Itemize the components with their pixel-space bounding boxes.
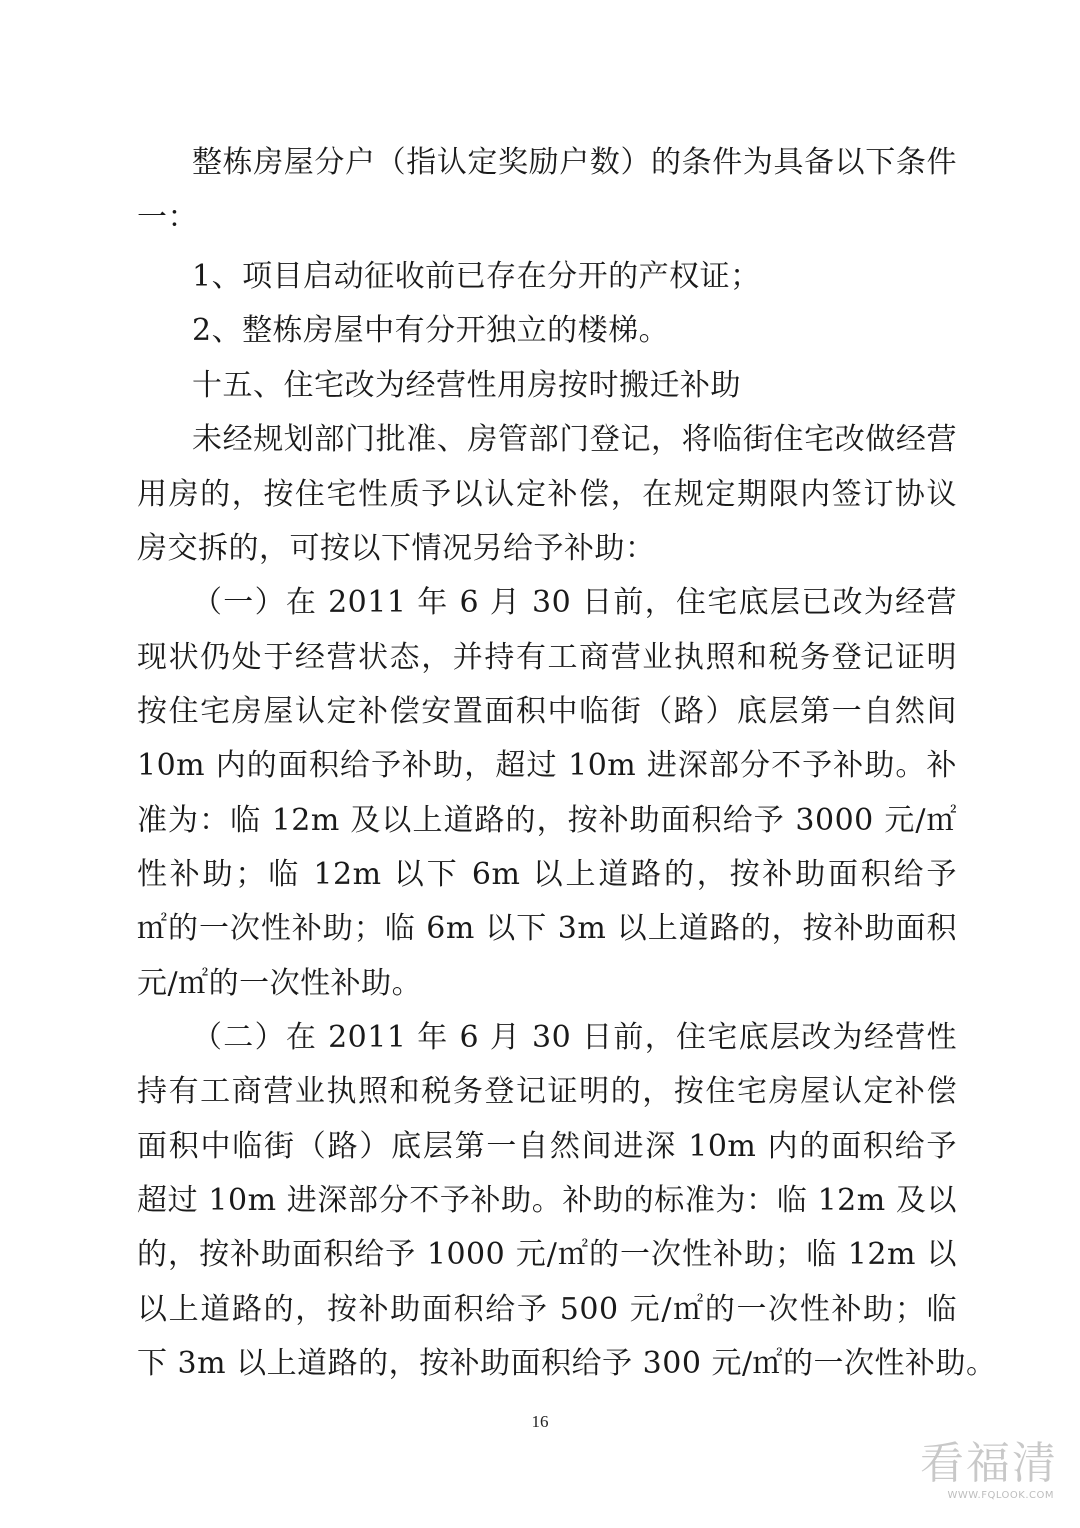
watermark-url: WWW.FQLOOK.COM [947,1490,1054,1501]
paragraph-line: 按住宅房屋认定补偿安置面积中临街（路）底层第一自然间 [137,694,957,729]
paragraph-line: （二）在 2011 年 6 月 30 日前，住宅底层改为经营性 [192,1020,957,1055]
paragraph-line: 超过 10m 进深部分不予补助。补助的标准为：临 12m 及以 [137,1183,957,1218]
paragraph-line: （一）在 2011 年 6 月 30 日前，住宅底层已改为经营 [192,585,957,620]
paragraph-line: 性补助；临 12m 以下 6m 以上道路的，按补助面积给予 [137,857,957,892]
paragraph-line: 以上道路的，按补助面积给予 500 元/㎡的一次性补助；临 [137,1292,957,1327]
paragraph-line: ㎡的一次性补助；临 6m 以下 3m 以上道路的，按补助面积 [137,911,957,946]
page-number: 16 [531,1412,549,1431]
paragraph-line: 用房的，按住宅性质予以认定补偿，在规定期限内签订协议 [137,477,957,512]
paragraph-line: 的，按补助面积给予 1000 元/㎡的一次性补助；临 12m 以 [137,1237,957,1272]
watermark-logo-text: 看福清 [920,1438,1058,1489]
list-item: 2、整栋房屋中有分开独立的楼梯。 [192,313,670,348]
paragraph-line: 整栋房屋分户（指认定奖励户数）的条件为具备以下条件 [192,145,957,180]
watermark [908,1440,1058,1504]
paragraph-line: 10m 内的面积给予补助，超过 10m 进深部分不予补助。补 [137,748,957,783]
paragraph-line: 一： [137,200,198,235]
paragraph-line: 持有工商营业执照和税务登记证明的，按住宅房屋认定补偿 [137,1074,957,1109]
paragraph-line: 房交拆的，可按以下情况另给予补助： [137,531,656,566]
paragraph-line: 面积中临街（路）底层第一自然间进深 10m 内的面积给予 [137,1129,957,1164]
list-item: 1、项目启动征收前已存在分开的产权证； [192,259,761,294]
paragraph-line: 下 3m 以上道路的，按补助面积给予 300 元/㎡的一次性补助。 [137,1346,997,1381]
paragraph-line: 准为：临 12m 及以上道路的，按补助面积给予 3000 元/㎡ [137,803,957,838]
paragraph-line: 未经规划部门批准、房管部门登记，将临街住宅改做经营 [192,422,957,457]
paragraph-line: 元/㎡的一次性补助。 [137,966,423,1001]
paragraph-line: 现状仍处于经营状态，并持有工商营业执照和税务登记证明 [137,640,957,675]
section-heading: 十五、住宅改为经营性用房按时搬迁补助 [192,368,741,403]
